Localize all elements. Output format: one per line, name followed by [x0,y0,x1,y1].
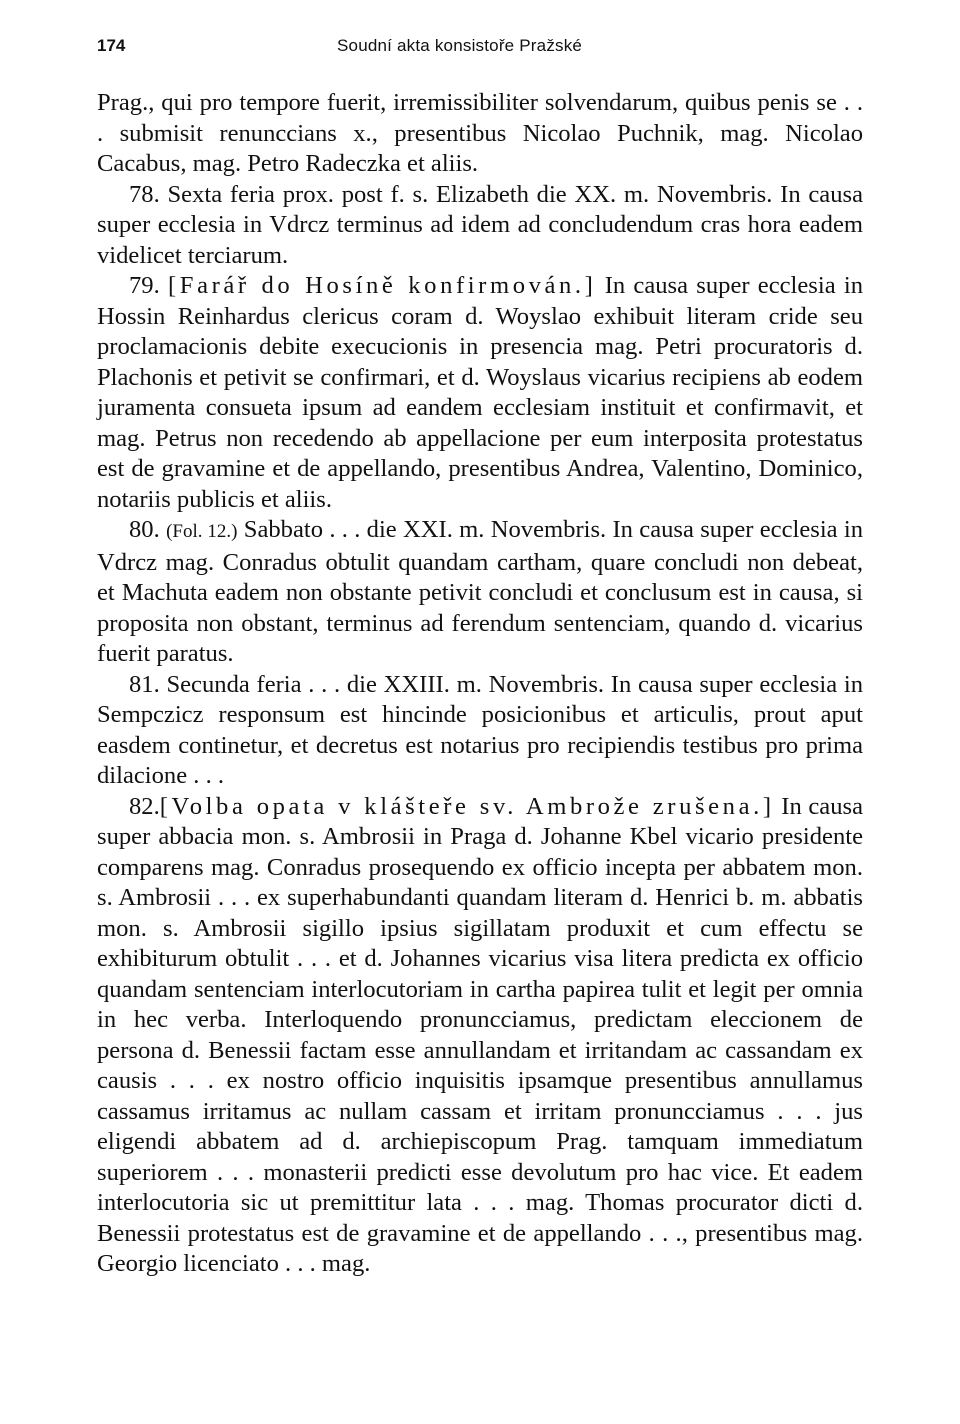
running-header [97,36,863,68]
paragraph-continuation [97,88,863,180]
entry-81 [97,670,863,792]
entry-82 [97,792,863,1280]
entry-number: 80. [129,516,160,543]
document-page [97,36,863,1280]
entry-number: 82. [129,792,160,820]
paragraph-text: 81. Secunda feria . . . die XXIII. m. Novembris. In causa super ecclesia in Sempczicz responsum est hincinde posicionibus et articulis, prout aput easdem continetur, et decretus est notarius pro recipiendis testibus pro prima dilacione . . . [97,670,863,789]
page-number: 174 [97,36,126,55]
running-title: Soudní akta konsistoře Pražské [337,36,583,55]
entry-78 [97,180,863,272]
paragraph-text: 78. Sexta feria prox. post f. s. Elizabeth die XX. m. Novembris. In causa super ecclesia in Vdrcz terminus ad idem ad concludendum cras hora eadem videlicet terciarum. [97,180,863,269]
entry-number: 79. [129,272,160,299]
paragraph-text: In causa super abbacia mon. s. Ambrosii in Praga d. Johanne Kbel vicario presidente comparens mag. Conradus prosequendo ex officio incepta per abbatem mon. s. Ambrosii . . . ex superhabundanti quandam literam d. Henrici b. m. abbatis mon. s. Ambrosii sigillo ipsius sigillatam produxit et cum effectu se exhibiturum obtulit . . . et d. Johannes vicarius visa litera predicta ex officio quandam sentenciam interlocutoriam in cartha papirea tulit et legit per omnia in hec verba. Interloquendo pronuncciamus, predictam eleccionem de persona d. Benessii factam esse annullandam et irritandam ac cassandam ex causis . . . ex nostro officio inquisitis ipsamque presentibus annullamus cassamus irritamus ac nullam cassam et irritam pronuncciamus . . . jus eligendi abbatem ad d. archiepiscopum Prag. tamquam immediatum superiorem . . . monasterii predicti esse devolutum pro hac vice. Et eadem interlocutoria sic ut premittitur lata . . . mag. Thomas procurator dicti d. Benessii protestatus est de gravamine et de appellando . . ., presentibus mag. Georgio licenciato . . . mag. [97,792,863,1277]
entry-heading: [Volba opata v klášteře sv. Ambrože zrušena.] [159,792,775,820]
document-body [97,88,863,1280]
paragraph-text: Sabbato . . . die XXI. m. Novembris. In causa super ecclesia in Vdrcz mag. Conradus obtulit quandam cartham, quare concludi non debeat, et Machuta eadem non obstante petivit concludi et conclusum est in causa, si proposita non obstant, terminus ad ferendum sentenciam, quando d. vicarius fuerit paratus. [97,516,864,667]
entry-heading: [Farář do Hosíně konfirmován.] [168,272,597,299]
folio-reference: (Fol. 12.) [166,521,238,542]
paragraph-text: In causa super ecclesia in Hossin Reinhardus clericus coram d. Woyslao exhibuit literam cride seu proclamacionis debite execucionis in presencia mag. Petri procuratoris d. Plachonis et petivit se confirmari, et d. Woyslaus vicarius recipiens ab eodem juramenta consueta ipsum ad eandem ecclesiam instituit et confirmavit, et mag. Petrus non recedendo ab appellacione per eum interposita protestatus est de gravamine et de appellando, presentibus Andrea, Valentino, Dominico, notariis publicis et aliis. [97,272,863,513]
entry-80 [97,515,863,670]
paragraph-text: Prag., qui pro tempore fuerit, irremissibiliter solvendarum, quibus penis se . . . submisit renunccians x., presentibus Nicolao Puchnik, mag. Nicolao Cacabus, mag. Petro Radeczka et aliis. [97,89,863,177]
entry-79 [97,271,863,515]
